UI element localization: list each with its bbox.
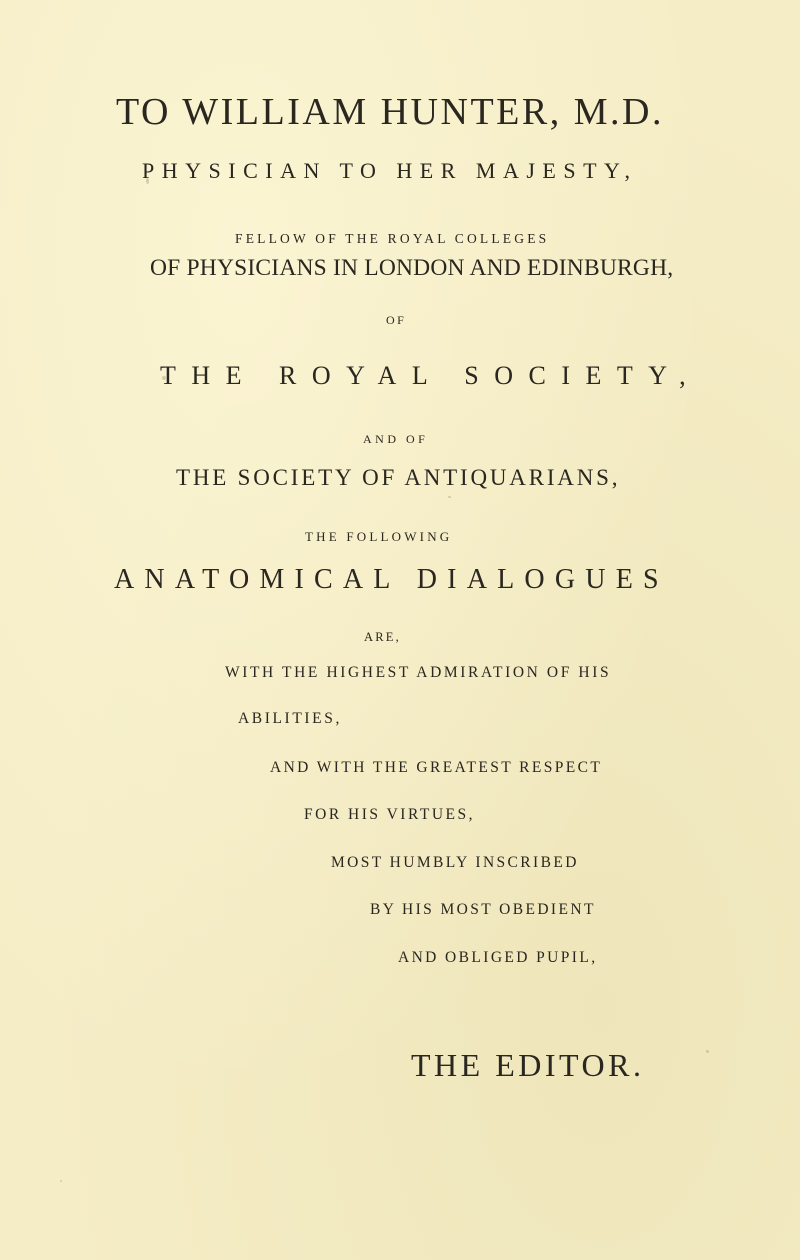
signature: THE EDITOR.: [411, 1047, 645, 1083]
connector-of: OF: [386, 313, 407, 327]
dedicatee-name: TO WILLIAM HUNTER, M.D.: [116, 91, 664, 133]
connector-are: ARE,: [364, 630, 401, 644]
virtues-line: FOR HIS VIRTUES,: [304, 806, 475, 823]
admiration-line: WITH THE HIGHEST ADMIRATION OF HIS: [225, 664, 612, 681]
paper-speck: [448, 496, 451, 498]
inscribed-line: MOST HUMBLY INSCRIBED: [331, 854, 579, 871]
pupil-line: AND OBLIGED PUPIL,: [398, 949, 598, 966]
dedicatee-title: PHYSICIAN TO HER MAJESTY,: [142, 158, 638, 183]
royal-society-line: THE ROYAL SOCIETY,: [160, 361, 702, 390]
the-following-line: THE FOLLOWING: [305, 529, 453, 544]
work-title: ANATOMICAL DIALOGUES: [114, 564, 669, 595]
paper-speck: [706, 1050, 709, 1053]
antiquarians-line: THE SOCIETY OF ANTIQUARIANS,: [176, 465, 621, 490]
fellowship-line: FELLOW OF THE ROYAL COLLEGES: [235, 231, 550, 246]
paper-speck: [60, 1180, 62, 1182]
abilities-line: ABILITIES,: [238, 710, 342, 727]
connector-and-of: AND OF: [363, 432, 429, 446]
obedient-line: BY HIS MOST OBEDIENT: [370, 901, 596, 918]
respect-line: AND WITH THE GREATEST RESPECT: [270, 759, 603, 776]
colleges-line: OF PHYSICIANS IN LONDON AND EDINBURGH,: [150, 255, 674, 281]
